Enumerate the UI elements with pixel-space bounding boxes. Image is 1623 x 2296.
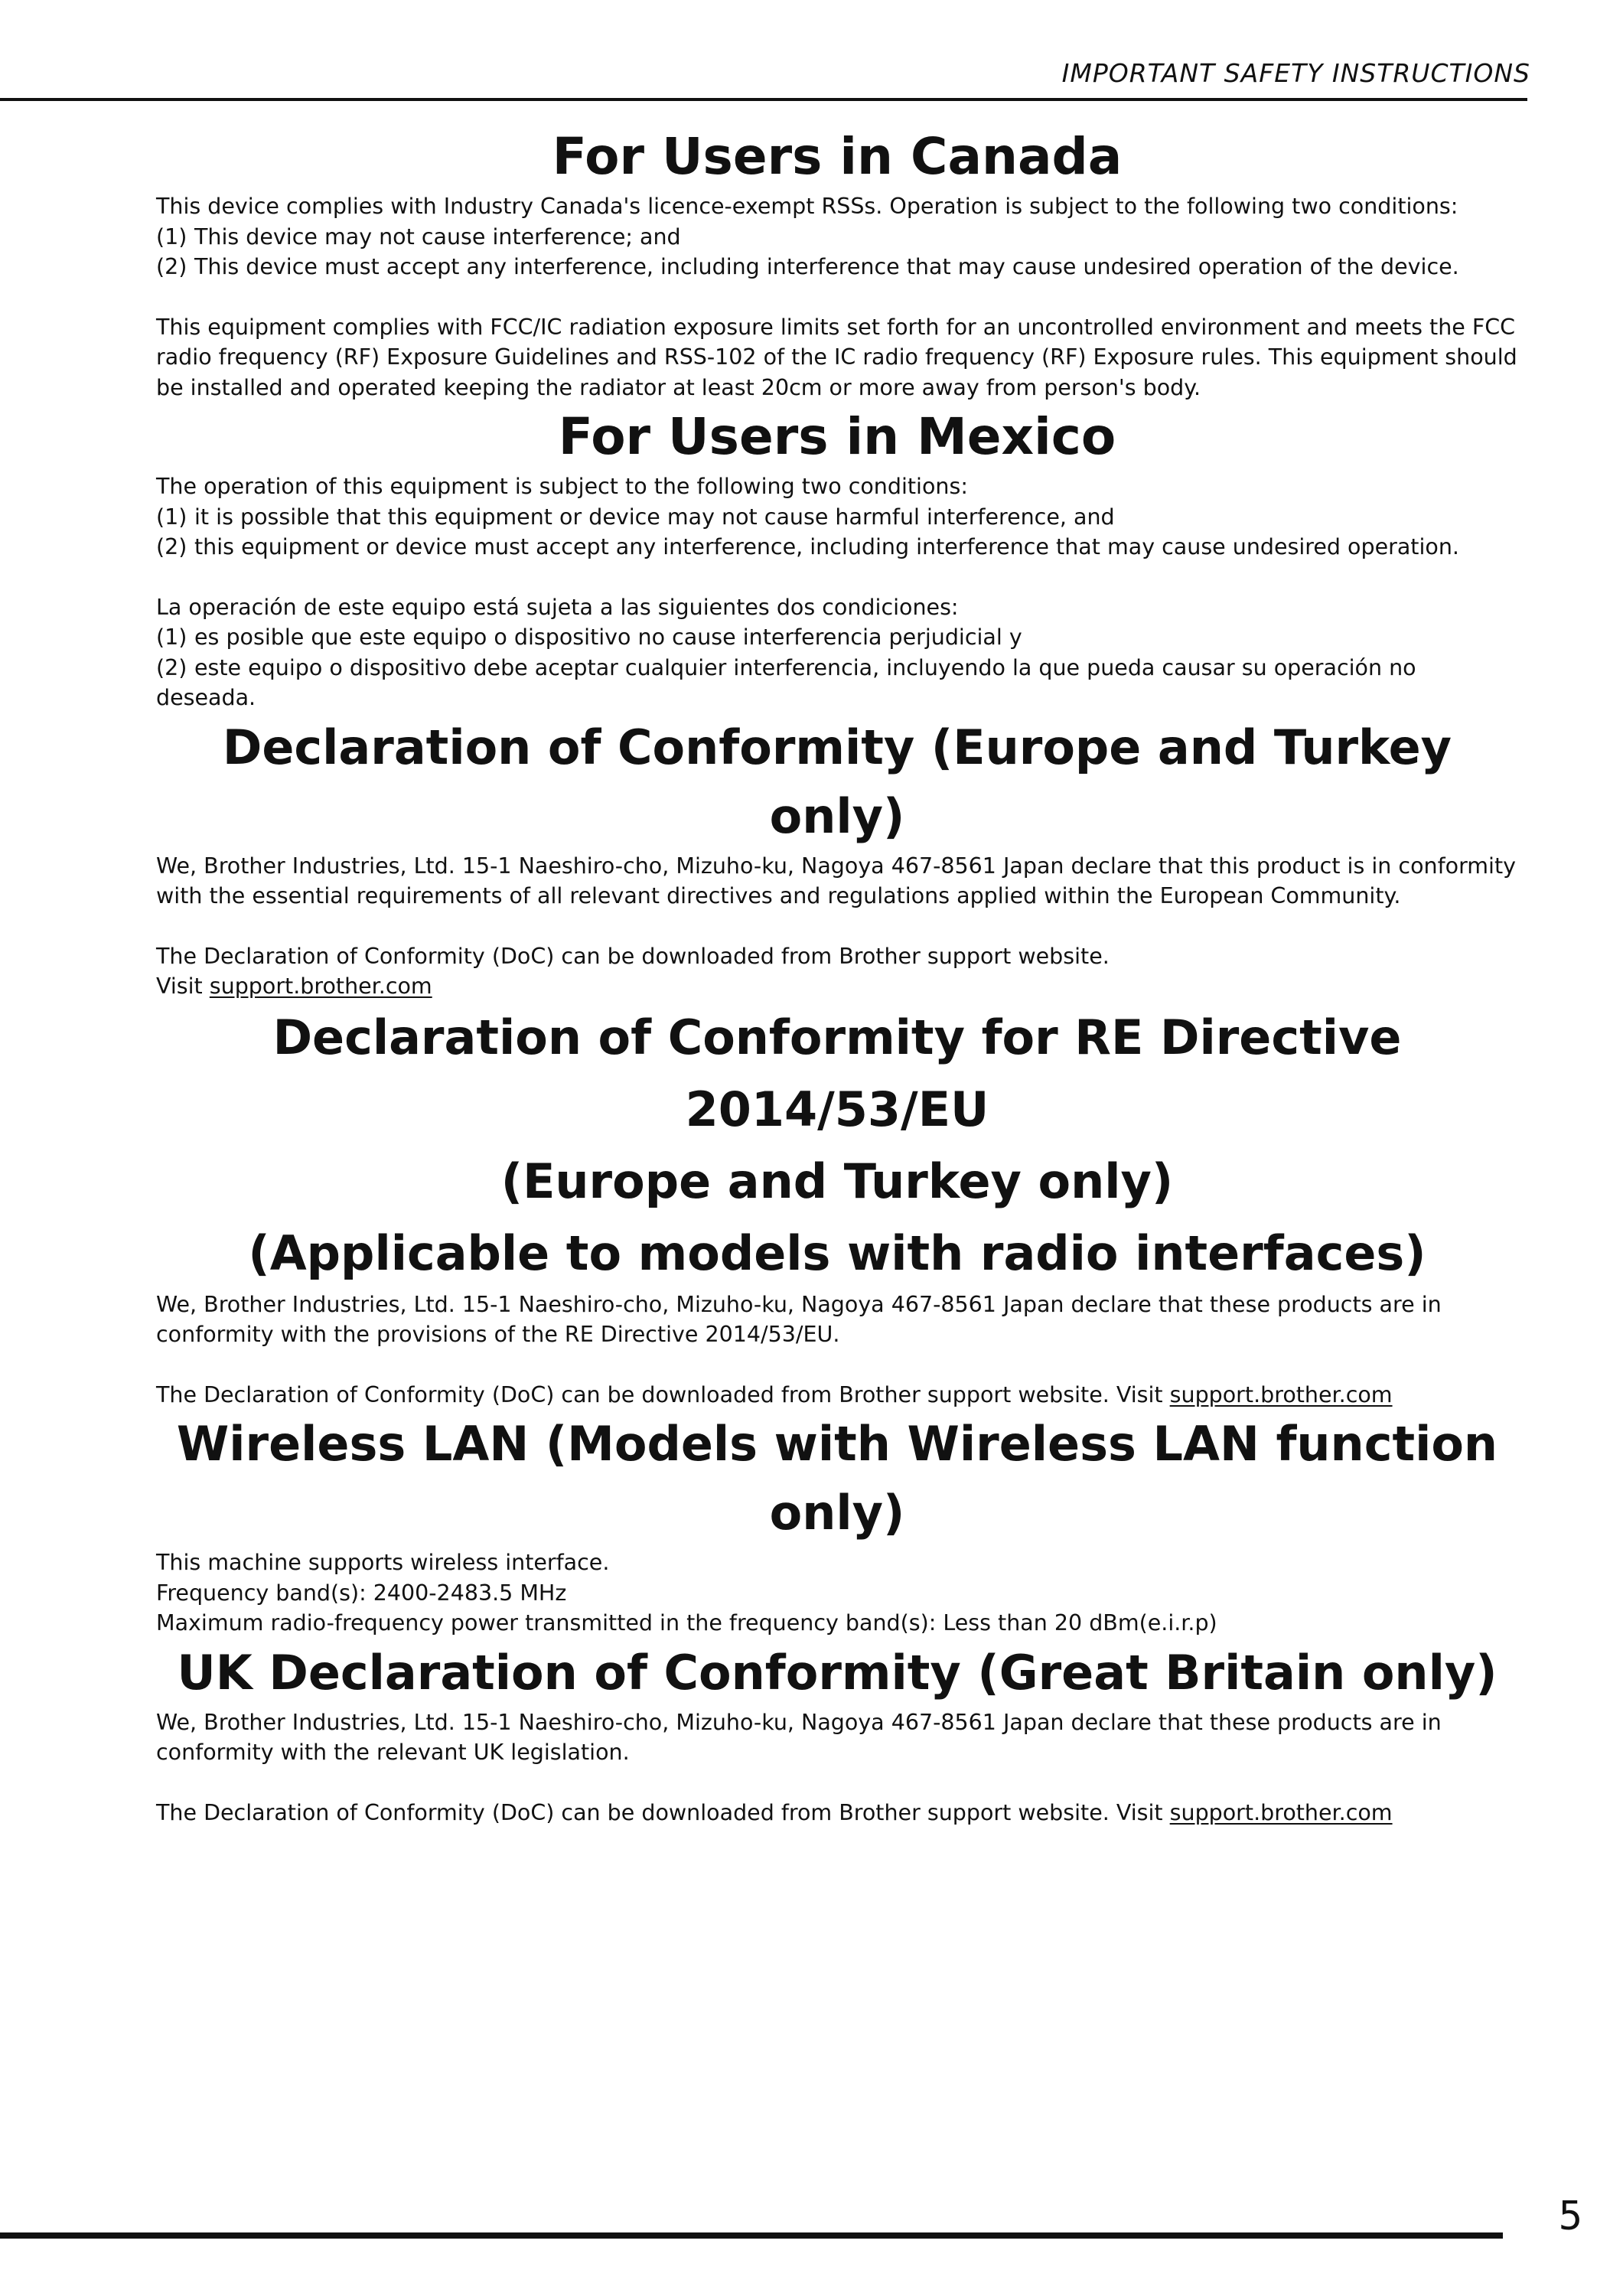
- mexico-intro-en: The operation of this equipment is subject to the following two conditions:: [156, 474, 968, 499]
- doc-europe-statement: We, Brother Industries, Ltd. 15-1 Naeshiro-cho, Mizuho-ku, Nagoya 467-8561 Japan declare that this product is in conformity with the essential requirements of all relevant directives and regulations applied within the European Community.: [156, 853, 1517, 908]
- support-link[interactable]: support.brother.com: [1169, 1381, 1393, 1407]
- canada-condition-2: [156, 252, 1518, 282]
- section-mexico: [156, 403, 1518, 713]
- doc-re-statement: We, Brother Industries, Ltd. 15-1 Naeshiro-cho, Mizuho-ku, Nagoya 467-8561 Japan declare that these products are in conformity with the provisions of the RE Directive 2014/53/EU.: [156, 1291, 1442, 1347]
- page-content: [156, 122, 1518, 1828]
- mexico-condition-en-2: [156, 532, 1518, 563]
- wireless-frequency-line: Frequency band(s): 2400-2483.5 MHz: [156, 1580, 567, 1606]
- title-line: Declaration of Conformity for RE Directive 2014/53/EU: [272, 1009, 1402, 1137]
- section-title-wireless-lan: Wireless LAN (Models with Wireless LAN function only): [176, 1416, 1498, 1541]
- doc-europe-download: The Declaration of Conformity (DoC) can be downloaded from Brother support website.: [156, 943, 1110, 969]
- condition-text: This device must accept any interference, including interference that may cause undesired operation of the device.: [194, 254, 1459, 279]
- condition-number: (1): [156, 625, 187, 650]
- doc-europe-visit: [156, 971, 1518, 1002]
- uk-download: [156, 1798, 1518, 1828]
- support-link[interactable]: support.brother.com: [209, 974, 432, 999]
- condition-text: este equipo o dispositivo debe aceptar cualquier interferencia, incluyendo la que pueda causar su operación no deseada.: [156, 654, 1416, 710]
- section-title-doc-re-directive: [156, 1002, 1518, 1290]
- doc-re-download: [156, 1380, 1518, 1411]
- condition-number: (1): [156, 223, 187, 249]
- section-title-doc-europe: Declaration of Conformity (Europe and Turkey only): [222, 719, 1452, 844]
- condition-text: This device may not cause interference; and: [194, 223, 681, 249]
- title-line: (Applicable to models with radio interfaces): [248, 1225, 1426, 1281]
- mexico-condition-es-2: [156, 653, 1518, 713]
- footer-rule: [0, 2232, 1503, 2239]
- section-title-mexico: For Users in Mexico: [558, 407, 1116, 466]
- download-text: The Declaration of Conformity (DoC) can be downloaded from Brother support website. Visit: [156, 1799, 1163, 1825]
- visit-label: Visit: [156, 974, 203, 999]
- canada-intro: This device complies with Industry Canada's licence-exempt RSSs. Operation is subject to the following two conditions:: [156, 194, 1458, 219]
- download-text: The Declaration of Conformity (DoC) can be downloaded from Brother support website. Visit: [156, 1381, 1163, 1407]
- page-number: 5: [1558, 2193, 1582, 2239]
- condition-text: es posible que este equipo o dispositivo no cause interferencia perjudicial y: [194, 625, 1022, 650]
- section-title-uk-doc: UK Declaration of Conformity (Great Britain only): [177, 1644, 1498, 1701]
- uk-statement: We, Brother Industries, Ltd. 15-1 Naeshiro-cho, Mizuho-ku, Nagoya 467-8561 Japan declare that these products are in conformity with the relevant UK legislation.: [156, 1709, 1442, 1765]
- condition-text: it is possible that this equipment or device may not cause harmful interference, and: [194, 504, 1115, 530]
- condition-number: (2): [156, 654, 187, 680]
- section-doc-europe: [156, 713, 1518, 1002]
- condition-number: (2): [156, 254, 187, 279]
- section-wireless-lan: [156, 1410, 1518, 1639]
- wireless-interface-line: This machine supports wireless interface.: [156, 1550, 610, 1575]
- mexico-condition-en-1: [156, 502, 1518, 533]
- section-uk-doc: [156, 1639, 1518, 1828]
- condition-number: (1): [156, 504, 187, 530]
- section-doc-re-directive: [156, 1002, 1518, 1411]
- section-canada: [156, 122, 1518, 403]
- condition-number: (2): [156, 534, 187, 559]
- mexico-condition-es-1: [156, 622, 1518, 653]
- condition-text: this equipment or device must accept any interference, including interference that may cause undesired operation.: [194, 534, 1459, 559]
- title-line: (Europe and Turkey only): [500, 1153, 1174, 1209]
- canada-condition-1: [156, 222, 1518, 253]
- header-rule: [0, 98, 1527, 101]
- wireless-power-line: Maximum radio-frequency power transmitted in the frequency band(s): Less than 20 dBm(e.i.r.p): [156, 1610, 1217, 1636]
- section-title-canada: For Users in Canada: [552, 127, 1123, 186]
- canada-exposure-statement: This equipment complies with FCC/IC radiation exposure limits set forth for an uncontrolled environment and meets the FCC radio frequency (RF) Exposure Guidelines and RSS-102 of the IC radio frequency (RF) Exposure rules. This equipment should be installed and operated keeping the radiator at least 20cm or more away from person's body.: [156, 314, 1517, 400]
- mexico-intro-es: La operación de este equipo está sujeta a las siguientes dos condiciones:: [156, 594, 959, 620]
- support-link[interactable]: support.brother.com: [1169, 1799, 1393, 1825]
- running-header: IMPORTANT SAFETY INSTRUCTIONS: [1061, 58, 1530, 88]
